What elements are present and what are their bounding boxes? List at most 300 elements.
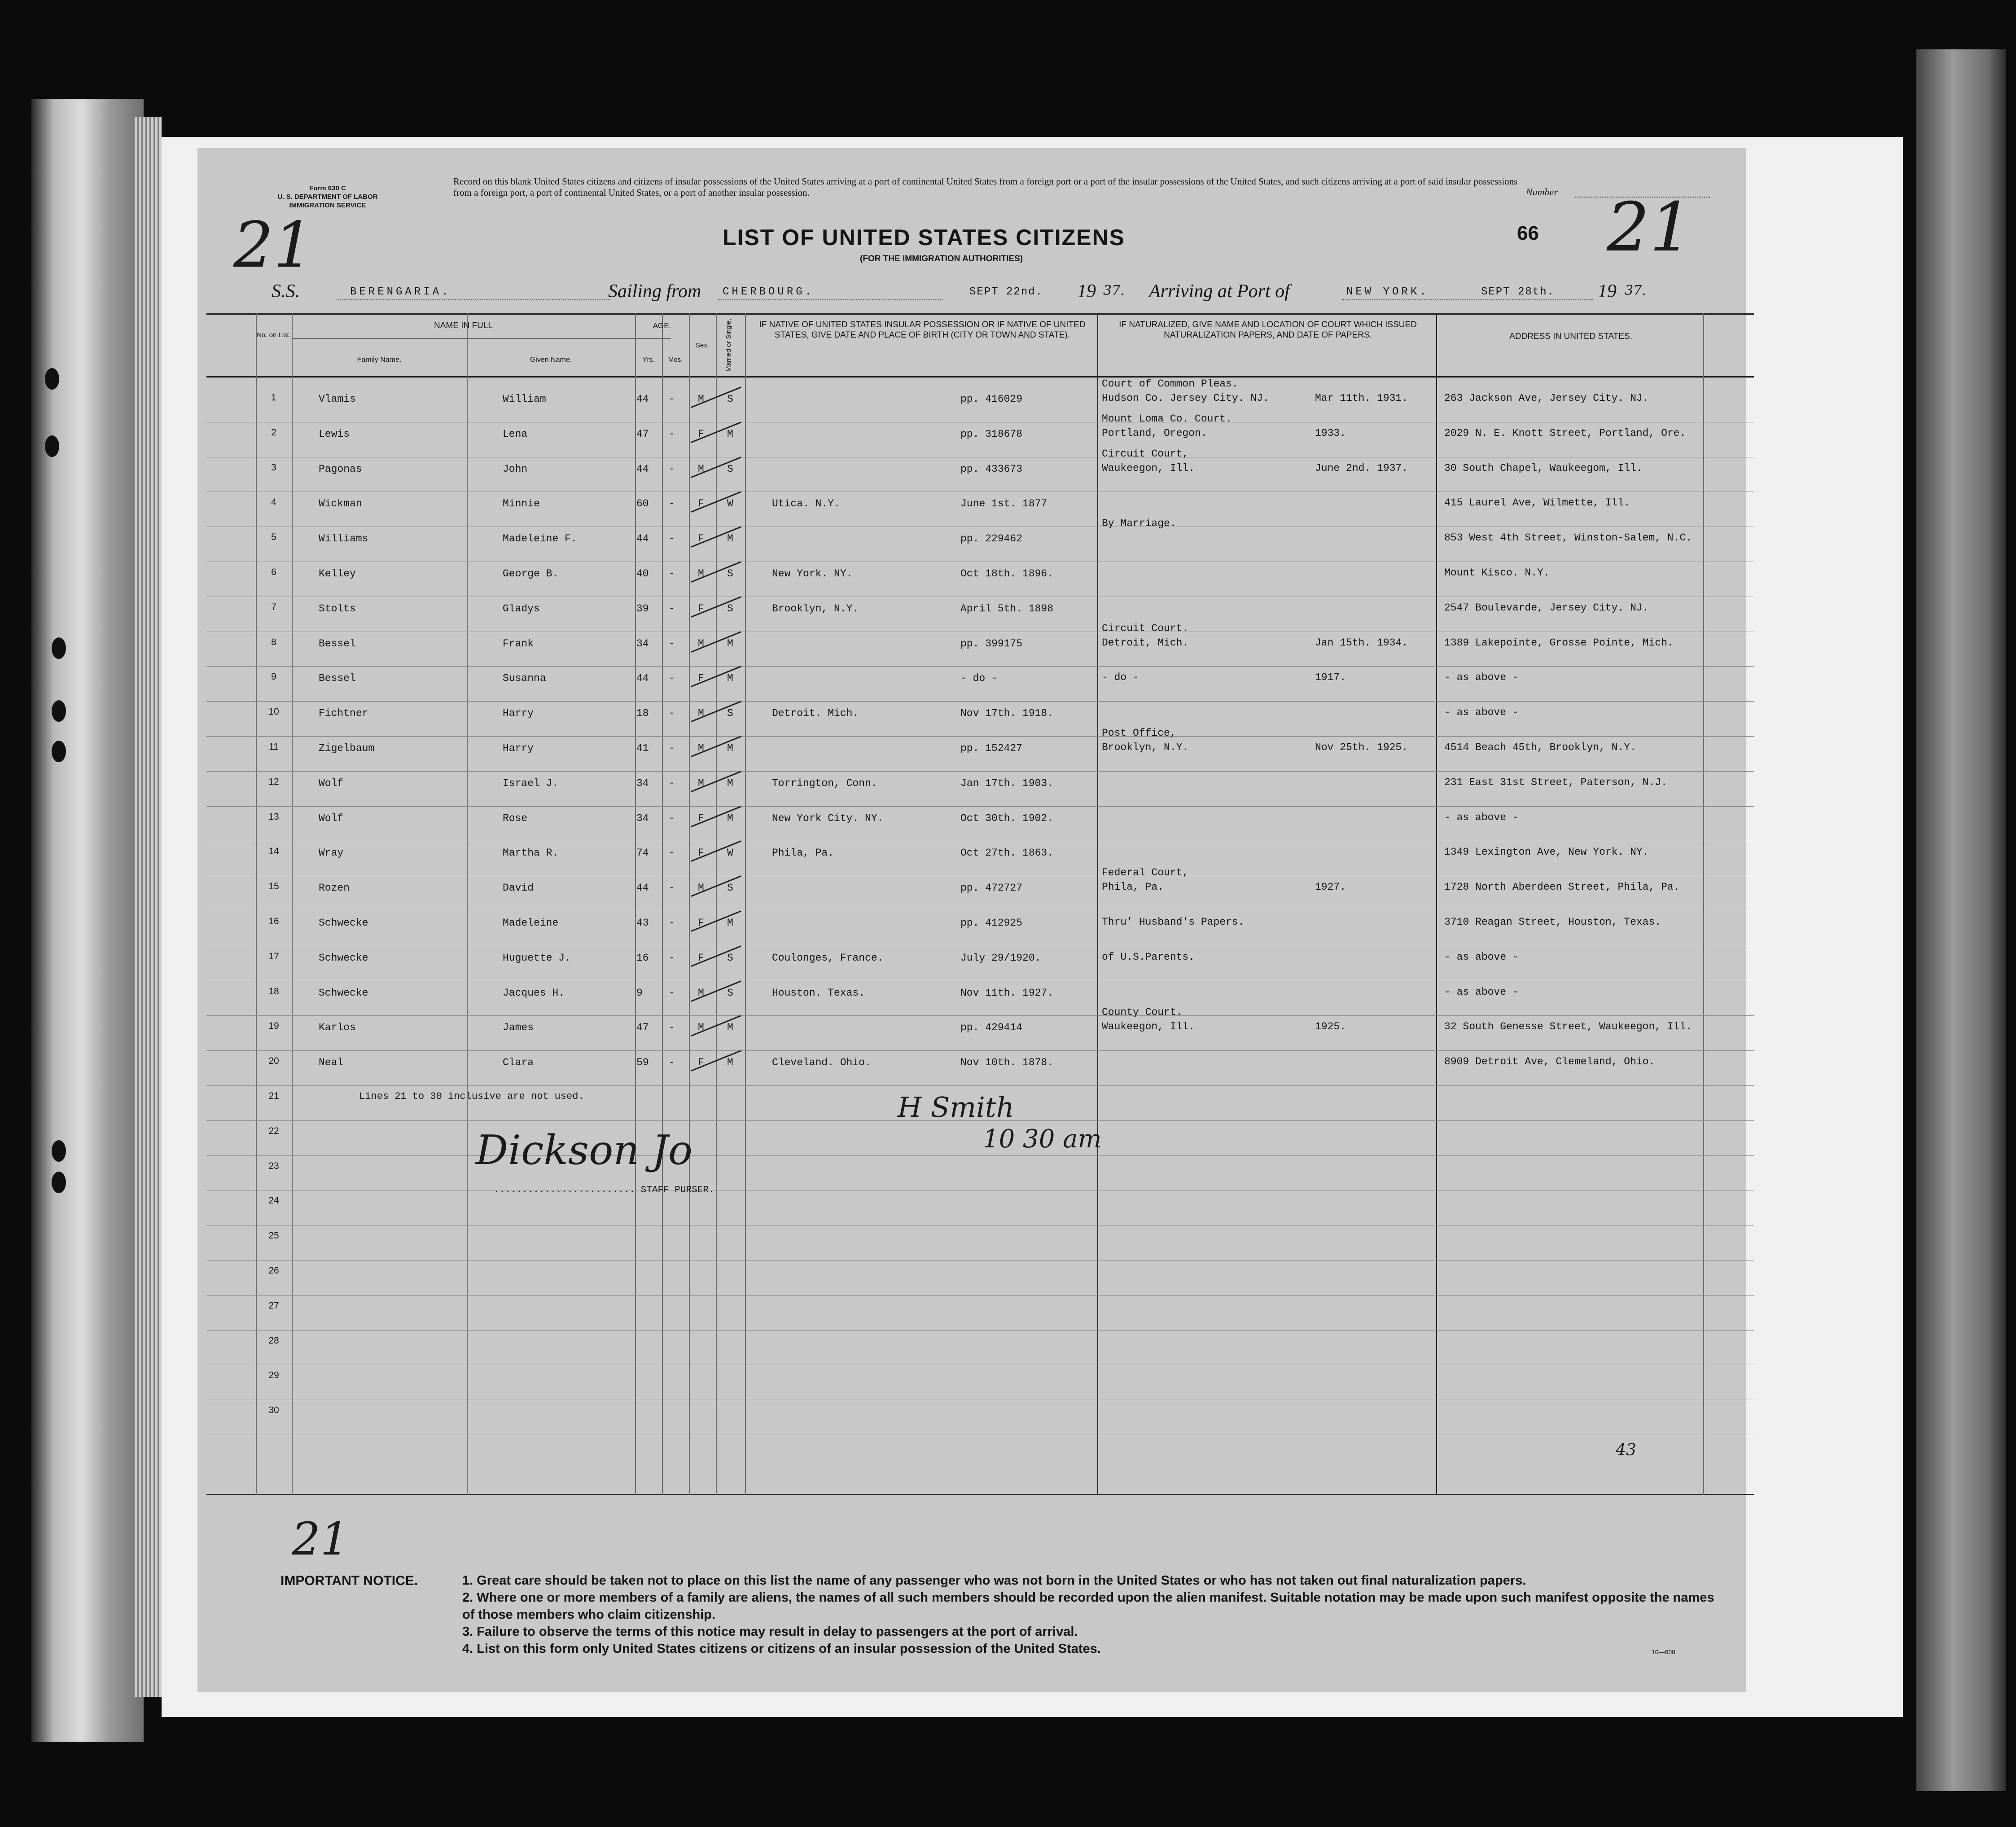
- naturalization-court: Post Office,: [1102, 727, 1176, 739]
- marital-status: S: [727, 707, 733, 720]
- family-name: Zigelbaum: [319, 742, 375, 754]
- form-code: 10—608: [1652, 1648, 1675, 1656]
- us-address: 8909 Detroit Ave, Clemeland, Ohio.: [1444, 1056, 1655, 1068]
- age-years: 60: [636, 498, 649, 510]
- us-address: - as above -: [1444, 672, 1519, 684]
- naturalization-date: 1917.: [1315, 672, 1346, 684]
- line-number: 8: [271, 637, 276, 647]
- birth-place: Brooklyn, N.Y.: [772, 602, 859, 615]
- year-value-2: 37.: [1625, 283, 1646, 299]
- marital-status: S: [727, 602, 733, 615]
- birth-place: Detroit. Mich.: [772, 707, 859, 720]
- family-name: Vlamis: [319, 393, 356, 405]
- naturalization-court-location: Detroit, Mich.: [1102, 637, 1189, 649]
- col-rule: [662, 313, 663, 1495]
- age-years: 59: [636, 1057, 649, 1069]
- given-name: James: [503, 1022, 534, 1034]
- col-rule: [635, 313, 636, 1495]
- age-months: -: [669, 952, 675, 964]
- age-months: -: [669, 742, 675, 754]
- line-number: 25: [268, 1230, 279, 1241]
- birth-date-or-passport: pp. 318678: [960, 428, 1023, 440]
- row-rule: [206, 771, 1754, 772]
- birth-date-or-passport: April 5th. 1898: [960, 602, 1054, 615]
- marital-status: M: [727, 1022, 733, 1034]
- purser-signature: Dickson Jo: [476, 1127, 693, 1174]
- us-address: Mount Kisco. N.Y.: [1444, 567, 1550, 579]
- year-label-1: 19: [1077, 281, 1096, 302]
- naturalization-court-location: Portland, Oregon.: [1102, 427, 1207, 439]
- age-years: 44: [636, 533, 649, 545]
- birth-place: New York City. NY.: [772, 812, 884, 824]
- birth-date-or-passport: Oct 27th. 1863.: [960, 847, 1054, 859]
- header-birth: IF NATIVE OF UNITED STATES INSULAR POSSESSION OR IF NATIVE OF UNITED STATES, GIVE DATE AND PLACE OF BIRTH (CITY OR TOWN AND STATE).: [759, 320, 1086, 340]
- line-number: 1: [271, 392, 276, 403]
- family-name: Kelley: [319, 568, 356, 580]
- age-months: -: [669, 777, 675, 789]
- marital-status: S: [727, 568, 733, 580]
- sex: M: [698, 707, 704, 720]
- family-name: Stolts: [319, 602, 356, 615]
- sex: M: [698, 777, 704, 789]
- row-rule: [206, 1050, 1754, 1051]
- birth-date-or-passport: Oct 30th. 1902.: [960, 812, 1054, 824]
- given-name: Jacques H.: [503, 987, 565, 999]
- us-address: 1389 Lakepointe, Grosse Pointe, Mich.: [1444, 637, 1674, 649]
- line-number: 22: [268, 1125, 279, 1136]
- given-name: Madeleine F.: [503, 533, 577, 545]
- line-number: 30: [268, 1405, 279, 1416]
- given-name: Susanna: [503, 672, 546, 685]
- us-address: - as above -: [1444, 811, 1519, 823]
- birth-place: Torrington, Conn.: [772, 777, 877, 789]
- line-number: 16: [268, 916, 279, 927]
- naturalization-court-location: Thru' Husband's Papers.: [1102, 916, 1245, 928]
- marital-status: M: [727, 1057, 733, 1069]
- age-months: -: [669, 847, 675, 859]
- marital-status: M: [727, 637, 733, 650]
- age-months: -: [669, 637, 675, 650]
- ss-label: S.S.: [272, 281, 300, 302]
- family-name: Wickman: [319, 498, 362, 510]
- family-name: Fichtner: [319, 707, 368, 720]
- marital-status: M: [727, 742, 733, 754]
- page-subtitle: (FOR THE IMMIGRATION AUTHORITIES): [860, 254, 1023, 264]
- given-name: Harry: [503, 707, 534, 720]
- age-months: -: [669, 463, 675, 475]
- arriving-date: SEPT 28th.: [1481, 286, 1555, 298]
- us-address: - as above -: [1444, 707, 1519, 719]
- naturalization-court: County Court.: [1102, 1006, 1183, 1019]
- line-number: 10: [268, 707, 279, 717]
- family-name: Pagonas: [319, 463, 362, 475]
- birth-date-or-passport: pp. 152427: [960, 742, 1023, 754]
- sex: M: [698, 742, 704, 754]
- naturalization-court: Circuit Court.: [1102, 622, 1189, 634]
- family-name: Wolf: [319, 812, 344, 824]
- sex: F: [698, 602, 704, 615]
- line-number: 12: [268, 776, 279, 787]
- given-name: Lena: [503, 428, 528, 440]
- sex: F: [698, 952, 704, 964]
- birth-date-or-passport: June 1st. 1877: [960, 498, 1047, 510]
- sex: M: [698, 393, 704, 405]
- given-name: Frank: [503, 637, 534, 650]
- handwritten-bottom-number: 21: [292, 1513, 349, 1565]
- naturalization-date: Mar 11th. 1931.: [1315, 392, 1408, 404]
- naturalization-court: Mount Loma Co. Court.: [1102, 413, 1232, 425]
- notice-label: IMPORTANT NOTICE.: [280, 1573, 418, 1588]
- line-number: 15: [268, 881, 279, 892]
- age-months: -: [669, 428, 675, 440]
- naturalization-court-location: - do -: [1102, 672, 1139, 684]
- line-number: 11: [269, 742, 279, 752]
- marital-status: M: [727, 812, 733, 824]
- birth-date-or-passport: Nov 17th. 1918.: [960, 707, 1054, 720]
- naturalization-court: By Marriage.: [1102, 518, 1176, 530]
- marital-status: M: [727, 428, 733, 440]
- marital-status: W: [727, 498, 733, 510]
- given-name: Rose: [503, 812, 528, 824]
- row-rule: [206, 806, 1754, 807]
- family-name: Wolf: [319, 777, 344, 789]
- naturalization-court-location: Brooklyn, N.Y.: [1102, 742, 1189, 753]
- age-years: 44: [636, 882, 649, 894]
- marital-status: M: [727, 917, 733, 929]
- birth-date-or-passport: pp. 399175: [960, 637, 1023, 650]
- punch-hole: [52, 1140, 66, 1162]
- birth-place: New York. NY.: [772, 568, 853, 580]
- sex: M: [698, 987, 704, 999]
- naturalization-court: Circuit Court,: [1102, 448, 1189, 460]
- age-years: 16: [636, 952, 649, 964]
- given-name: Huguette J.: [503, 952, 571, 964]
- sex: F: [698, 672, 704, 685]
- line-number: 4: [271, 497, 276, 508]
- naturalization-date: June 2nd. 1937.: [1315, 462, 1408, 474]
- line-number: 28: [268, 1335, 279, 1346]
- birth-date-or-passport: July 29/1920.: [960, 952, 1041, 964]
- line-number: 17: [268, 951, 279, 962]
- us-address: 30 South Chapel, Waukeegom, Ill.: [1444, 462, 1643, 474]
- age-months: -: [669, 533, 675, 545]
- us-address: 2029 N. E. Knott Street, Portland, Ore.: [1444, 427, 1686, 439]
- row-rule: [206, 736, 1754, 737]
- number-label: Number: [1526, 186, 1558, 198]
- header-address: ADDRESS IN UNITED STATES.: [1509, 332, 1632, 341]
- us-address: - as above -: [1444, 951, 1519, 963]
- birth-date-or-passport: Oct 18th. 1896.: [960, 568, 1054, 580]
- age-years: 34: [636, 777, 649, 789]
- age-years: 44: [636, 672, 649, 685]
- ship-name: BERENGARIA.: [350, 286, 451, 298]
- sex: M: [698, 463, 704, 475]
- naturalization-date: 1933.: [1315, 427, 1346, 439]
- us-address: 853 West 4th Street, Winston-Salem, N.C.: [1444, 532, 1692, 544]
- age-years: 34: [636, 812, 649, 824]
- age-months: -: [669, 1057, 675, 1069]
- binder-spine: [31, 99, 144, 1742]
- sex: M: [698, 568, 704, 580]
- birth-date-or-passport: pp. 416029: [960, 393, 1023, 405]
- form-id-block: [256, 184, 399, 210]
- header-naturalized: IF NATURALIZED, GIVE NAME AND LOCATION OF COURT WHICH ISSUED NATURALIZATION PAPERS, AND DATE OF PAPERS.: [1119, 320, 1417, 340]
- line-number: 27: [268, 1300, 279, 1311]
- us-address: 32 South Genesse Street, Waukeegon, Ill.: [1444, 1021, 1692, 1033]
- year-label-2: 19: [1598, 281, 1617, 302]
- header-mos: Mos.: [668, 356, 683, 364]
- line-number: 3: [271, 462, 276, 473]
- unused-lines-note: Lines 21 to 30 inclusive are not used.: [359, 1091, 584, 1102]
- sex: F: [698, 847, 704, 859]
- age-years: 47: [636, 428, 649, 440]
- naturalization-court: Court of Common Pleas.: [1102, 378, 1238, 390]
- line-number: 23: [268, 1160, 279, 1171]
- col-rule: [256, 313, 257, 1495]
- table-top-rule: [206, 313, 1754, 315]
- purser-label-text: STAFF PURSER.: [640, 1185, 714, 1195]
- age-months: -: [669, 707, 675, 720]
- sailing-line: [718, 299, 942, 300]
- sex: F: [698, 917, 704, 929]
- header-sex: Sex.: [695, 342, 709, 349]
- us-address: 231 East 31st Street, Paterson, N.J.: [1444, 776, 1667, 788]
- birth-date-or-passport: pp. 429414: [960, 1022, 1023, 1034]
- line-number: 13: [268, 811, 279, 822]
- col-rule: [1436, 313, 1437, 1495]
- line-number: 24: [268, 1195, 279, 1206]
- line-number: 2: [271, 427, 276, 438]
- family-name: Bessel: [319, 672, 356, 685]
- naturalization-date: Nov 25th. 1925.: [1315, 742, 1408, 753]
- us-address: 3710 Reagan Street, Houston, Texas.: [1444, 916, 1661, 928]
- marital-status: S: [727, 952, 733, 964]
- punch-hole: [52, 741, 66, 762]
- header-yrs: Yrs.: [642, 356, 655, 364]
- header-given-name: Given Name.: [530, 356, 572, 364]
- punch-hole: [52, 1172, 66, 1193]
- family-name: Schwecke: [319, 952, 368, 964]
- department-name: U. S. DEPARTMENT OF LABOR: [277, 193, 378, 201]
- naturalization-date: 1927.: [1315, 881, 1346, 893]
- marital-status: M: [727, 672, 733, 685]
- sex: M: [698, 637, 704, 650]
- age-years: 44: [636, 393, 649, 405]
- given-name: Martha R.: [503, 847, 559, 859]
- inspection-time: 10 30 am: [983, 1124, 1102, 1154]
- service-name: IMMIGRATION SERVICE: [289, 202, 366, 209]
- handwritten-sheet-number-right: 21: [1607, 189, 1692, 267]
- row-rule: [206, 1155, 1754, 1156]
- birth-date-or-passport: - do -: [960, 672, 998, 685]
- age-years: 18: [636, 707, 649, 720]
- row-rule: [206, 1330, 1754, 1331]
- marital-status: S: [727, 463, 733, 475]
- age-years: 47: [636, 1022, 649, 1034]
- age-months: -: [669, 882, 675, 894]
- marital-status: S: [727, 393, 733, 405]
- age-years: 9: [636, 987, 643, 999]
- sex: M: [698, 882, 704, 894]
- us-address: - as above -: [1444, 986, 1519, 998]
- sheet-number: 66: [1517, 222, 1539, 244]
- birth-date-or-passport: pp. 412925: [960, 917, 1023, 929]
- birth-date-or-passport: Nov 11th. 1927.: [960, 987, 1054, 999]
- punch-hole: [45, 435, 59, 457]
- us-address: 263 Jackson Ave, Jersey City. NJ.: [1444, 392, 1649, 404]
- age-years: 41: [636, 742, 649, 754]
- family-name: Schwecke: [319, 917, 368, 929]
- manifest-table: [206, 313, 1754, 1495]
- marital-status: W: [727, 847, 733, 859]
- page-mark: 43: [1616, 1441, 1636, 1459]
- age-months: -: [669, 812, 675, 824]
- sex: F: [698, 533, 704, 545]
- notice-item-2: 2. Where one or more members of a family are aliens, the names of all such members should be recorded upon the alien manifest. Suitable notation may be made upon such manifest opposite the names of those members who claim citizenship.: [462, 1590, 1714, 1622]
- record-instructions: Record on this blank United States citizens and citizens of insular possessions of the United States arriving at a port of continental United States from a foreign port or a port of the insular possessions of the United States, and such citizens arriving at a port of said insular possessions from a foreign port, a port of continental United States, or a port of another insular possession.: [453, 176, 1518, 198]
- birth-date-or-passport: Nov 10th. 1878.: [960, 1057, 1054, 1069]
- age-months: -: [669, 568, 675, 580]
- line-number: 5: [271, 532, 276, 543]
- notice-item-1: 1. Great care should be taken not to place on this list the name of any passenger who was not born in the United States or who has not taken out final naturalization papers.: [462, 1573, 1526, 1588]
- binder-clip-right: [1916, 49, 2006, 1791]
- col-rule: [716, 313, 717, 1495]
- family-name: Schwecke: [319, 987, 368, 999]
- staff-purser-label: ......................... STAFF PURSER.: [494, 1185, 714, 1195]
- line-number: 14: [268, 846, 279, 857]
- age-years: 40: [636, 568, 649, 580]
- notice-item-4: 4. List on this form only United States citizens or citizens of an insular possession of the United States.: [462, 1642, 1101, 1656]
- naturalization-date: 1925.: [1315, 1021, 1346, 1033]
- header-family-name: Family Name.: [357, 356, 402, 364]
- sex: M: [698, 1022, 704, 1034]
- year-value-1: 37.: [1103, 283, 1125, 299]
- punch-hole: [52, 637, 66, 659]
- col-rule: [689, 313, 690, 1495]
- row-rule: [206, 1085, 1754, 1086]
- handwritten-sheet-number-left: 21: [233, 209, 314, 282]
- family-name: Lewis: [319, 428, 350, 440]
- col-rule: [467, 313, 468, 1495]
- line-number: 21: [268, 1091, 279, 1101]
- birth-date-or-passport: pp. 229462: [960, 533, 1023, 545]
- line-number: 26: [268, 1265, 279, 1276]
- age-months: -: [669, 393, 675, 405]
- us-address: 1349 Lexington Ave, New York. NY.: [1444, 846, 1649, 858]
- inspector-initials: H Smith: [898, 1091, 1014, 1124]
- form-number: Form 630 C: [309, 184, 346, 192]
- line-number: 6: [271, 567, 276, 577]
- age-years: 44: [636, 463, 649, 475]
- given-name: Clara: [503, 1057, 534, 1069]
- naturalization-date: Jan 15th. 1934.: [1315, 637, 1408, 649]
- birth-date-or-passport: Jan 17th. 1903.: [960, 777, 1054, 789]
- line-number: 19: [268, 1021, 279, 1032]
- given-name: David: [503, 882, 534, 894]
- age-years: 74: [636, 847, 649, 859]
- birth-place: Utica. N.Y.: [772, 498, 840, 510]
- sex: F: [698, 812, 704, 824]
- naturalization-court-location: Hudson Co. Jersey City. NJ.: [1102, 392, 1269, 404]
- punch-hole: [52, 700, 66, 722]
- birth-place: Houston. Texas.: [772, 987, 865, 999]
- line-number: 18: [268, 986, 279, 997]
- age-months: -: [669, 987, 675, 999]
- birth-date-or-passport: pp. 433673: [960, 463, 1023, 475]
- header-age: AGE.: [653, 321, 671, 330]
- given-name: Minnie: [503, 498, 540, 510]
- line-number: 7: [271, 602, 276, 612]
- family-name: Rozen: [319, 882, 350, 894]
- us-address: 2547 Boulevarde, Jersey City. NJ.: [1444, 602, 1649, 614]
- arriving-line: [1342, 299, 1593, 300]
- naturalization-court: Federal Court,: [1102, 867, 1189, 879]
- given-name: Gladys: [503, 602, 540, 615]
- sex: F: [698, 1057, 704, 1069]
- header-bottom-rule: [206, 376, 1754, 378]
- line-number: 29: [268, 1370, 279, 1381]
- sailing-date: SEPT 22nd.: [969, 286, 1043, 298]
- family-name: Williams: [319, 533, 368, 545]
- notice-item-3: 3. Failure to observe the terms of this notice may result in delay to passengers at the port of arrival.: [462, 1625, 1078, 1639]
- family-name: Bessel: [319, 637, 356, 650]
- col-rule: [745, 313, 746, 1495]
- age-months: -: [669, 1022, 675, 1034]
- marital-status: S: [727, 987, 733, 999]
- naturalization-court-location: Waukeegon, Ill.: [1102, 462, 1195, 474]
- age-years: 34: [636, 637, 649, 650]
- col-rule: [1097, 313, 1098, 1495]
- family-name: Wray: [319, 847, 344, 859]
- marital-status: S: [727, 882, 733, 894]
- row-rule: [206, 1295, 1754, 1296]
- age-years: 43: [636, 917, 649, 929]
- given-name: George B.: [503, 568, 559, 580]
- header-married: Married or Single.: [725, 318, 732, 372]
- given-name: Madeleine: [503, 917, 559, 929]
- marital-status: M: [727, 533, 733, 545]
- birth-place: Cleveland. Ohio.: [772, 1057, 871, 1069]
- header-no-on-list: No. on List.: [257, 331, 291, 339]
- given-name: John: [503, 463, 528, 475]
- given-name: William: [503, 393, 546, 405]
- col-rule: [292, 313, 293, 1495]
- row-rule: [206, 701, 1754, 702]
- given-name: Israel J.: [503, 777, 559, 789]
- naturalization-court-location: Waukeegon, Ill.: [1102, 1021, 1195, 1033]
- age-months: -: [669, 672, 675, 685]
- line-number: 20: [268, 1056, 279, 1067]
- ship-line: [337, 299, 610, 300]
- page-stack-edge: [135, 117, 162, 1697]
- family-name: Karlos: [319, 1022, 356, 1034]
- sex: F: [698, 428, 704, 440]
- birth-place: Phila, Pa.: [772, 847, 834, 859]
- row-rule: [206, 1015, 1754, 1016]
- table-bottom-rule: [206, 1494, 1754, 1495]
- marital-status: M: [727, 777, 733, 789]
- header-name-in-full: NAME IN FULL: [434, 321, 493, 330]
- us-address: 4514 Beach 45th, Brooklyn, N.Y.: [1444, 742, 1636, 753]
- family-name: Neal: [319, 1057, 344, 1069]
- age-months: -: [669, 498, 675, 510]
- given-name: Harry: [503, 742, 534, 754]
- birth-date-or-passport: pp. 472727: [960, 882, 1023, 894]
- birth-place: Coulonges, France.: [772, 952, 884, 964]
- age-years: 39: [636, 602, 649, 615]
- age-months: -: [669, 602, 675, 615]
- us-address: 415 Laurel Ave, Wilmette, Ill.: [1444, 497, 1630, 509]
